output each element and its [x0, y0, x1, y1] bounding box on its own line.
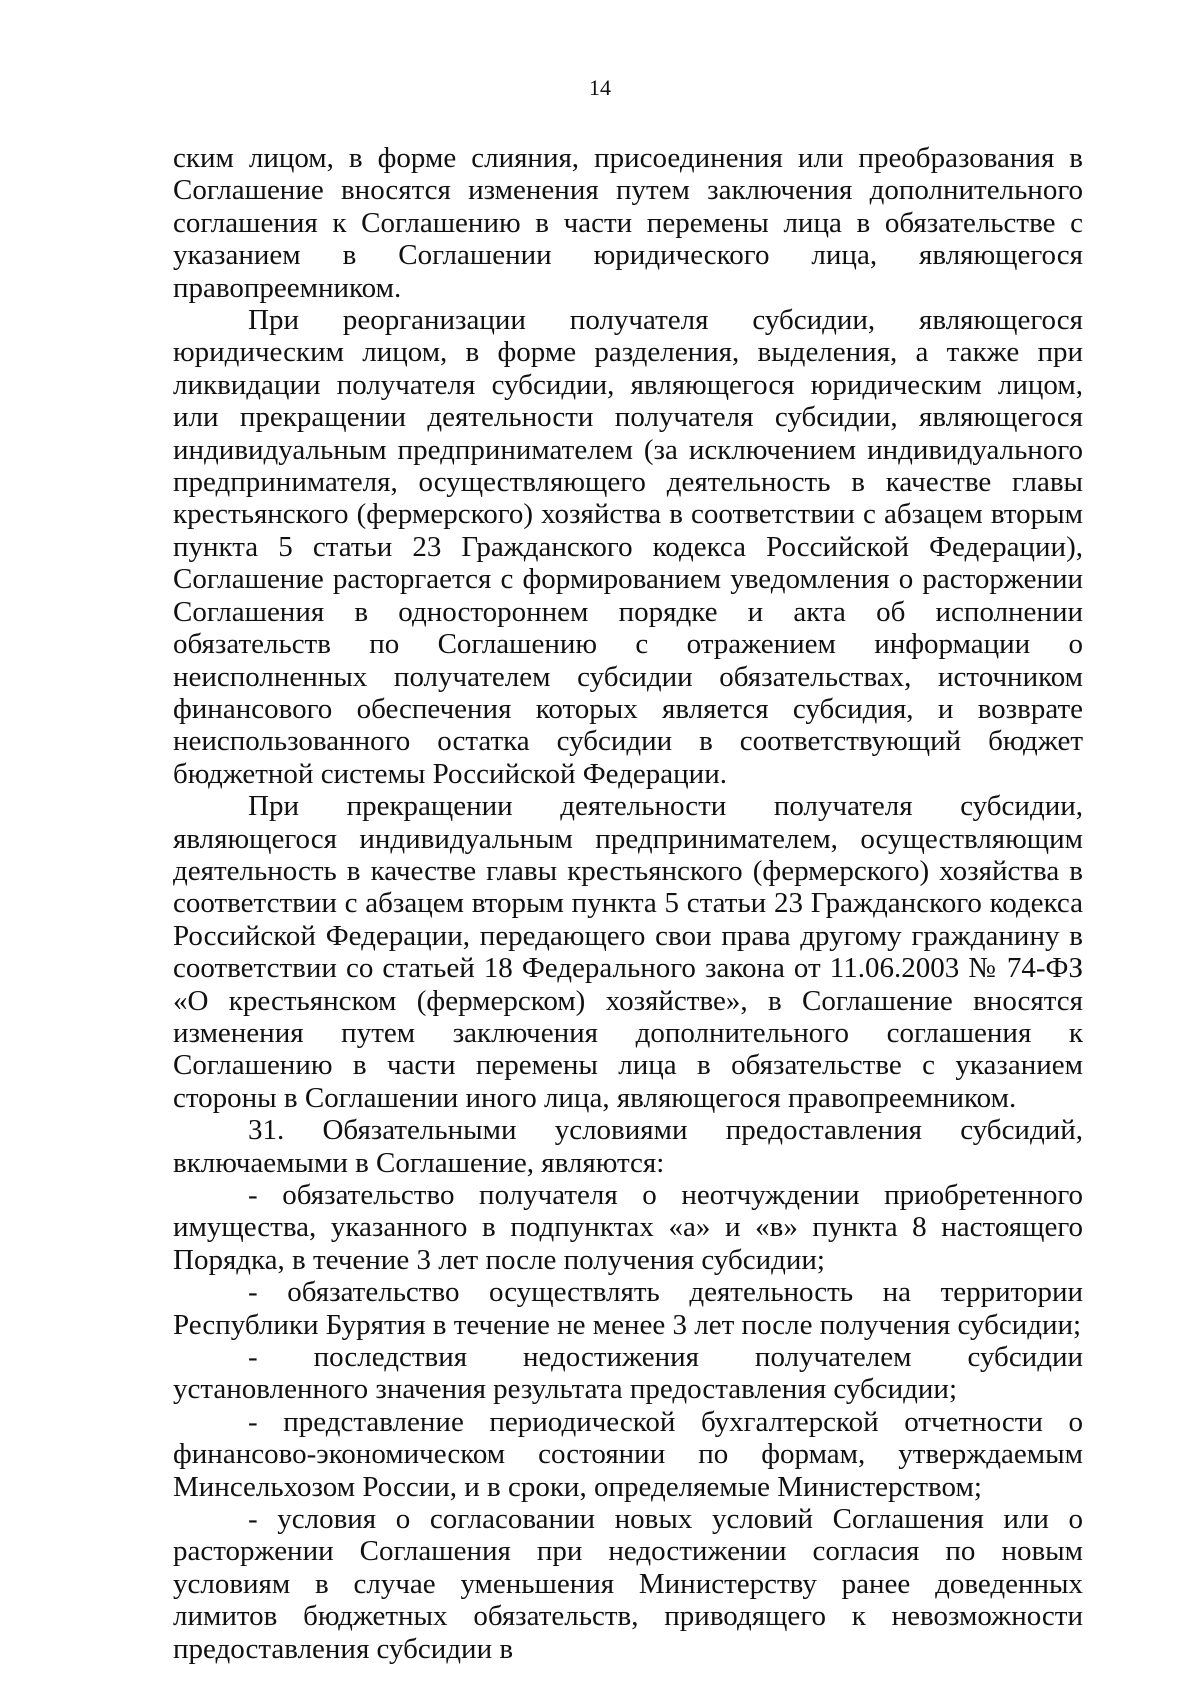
list-item-obligation-property: - обязательство получателя о неотчуждении приобретенного имущества, указанного в подпунктах «а» и «в» пункта 8 настоящего Порядка, в течение 3 лет после получения субсидии;: [173, 1179, 1083, 1276]
list-item-reporting: - представление периодической бухгалтерской отчетности о финансово-экономическом состоянии по формам, утверждаемым Минсельхозом России, и в сроки, определяемые Министерством;: [173, 1405, 1083, 1503]
list-item-obligation-territory: - обязательство осуществлять деятельность на территории Республики Бурятия в течение не менее 3 лет после получения субсидии;: [173, 1276, 1083, 1341]
page-number: 14: [589, 75, 611, 100]
paragraph-termination: При прекращении деятельности получателя субсидии, являющегося индивидуальным предпринимателем, осуществляющим деятельность в качестве главы крестьянского (фермерского) хозяйства в соответствии с абзацем вторым пункта 5 статьи 23 Гражданского кодекса Российской Федерации, передающего свои права другому гражданину в соответствии со статьей 18 Федерального закона от 11.06.2003 № 74-ФЗ «О крестьянском (фермерском) хозяйстве», в Соглашение вносятся изменения путем заключения дополнительного соглашения к Соглашению в части перемены лица в обязательстве с указанием стороны в Соглашении иного лица, являющегося правопреемником.: [173, 790, 1083, 1114]
list-item-consequences: - последствия недостижения получателем субсидии установленного значения результата предоставления субсидии;: [173, 1341, 1083, 1406]
list-item-conditions: - условия о согласовании новых условий Соглашения или о расторжении Соглашения при недостижении согласия по новым условиям в случае уменьшения Министерству ранее доведенных лимитов бюджетных обязательств, приводящего к невозможности предоставления субсидии в: [173, 1503, 1083, 1665]
paragraph-continuation: ским лицом, в форме слияния, присоединения или преобразования в Соглашение вносятся изменения путем заключения дополнительного соглашения к Соглашению в части перемены лица в обязательстве с указанием в Соглашении юридического лица, являющегося правопреемником.: [173, 142, 1083, 304]
document-body: [173, 142, 1083, 1665]
paragraph-clause-31: 31. Обязательными условиями предоставления субсидий, включаемыми в Соглашение, являются:: [173, 1114, 1083, 1179]
paragraph-reorganization: При реорганизации получателя субсидии, являющегося юридическим лицом, в форме разделения, выделения, а также при ликвидации получателя субсидии, являющегося юридическим лицом, или прекращении деятельности получателя субсидии, являющегося индивидуальным предпринимателем (за исключением индивидуального предпринимателя, осуществляющего деятельность в качестве главы крестьянского (фермерского) хозяйства в соответствии с абзацем вторым пункта 5 статьи 23 Гражданского кодекса Российской Федерации), Соглашение расторгается с формированием уведомления о расторжении Соглашения в одностороннем порядке и акта об исполнении обязательств по Соглашению с отражением информации о неисполненных получателем субсидии обязательствах, источником финансового обеспечения которых является субсидия, и возврате неиспользованного остатка субсидии в соответствующий бюджет бюджетной системы Российской Федерации.: [173, 304, 1083, 790]
